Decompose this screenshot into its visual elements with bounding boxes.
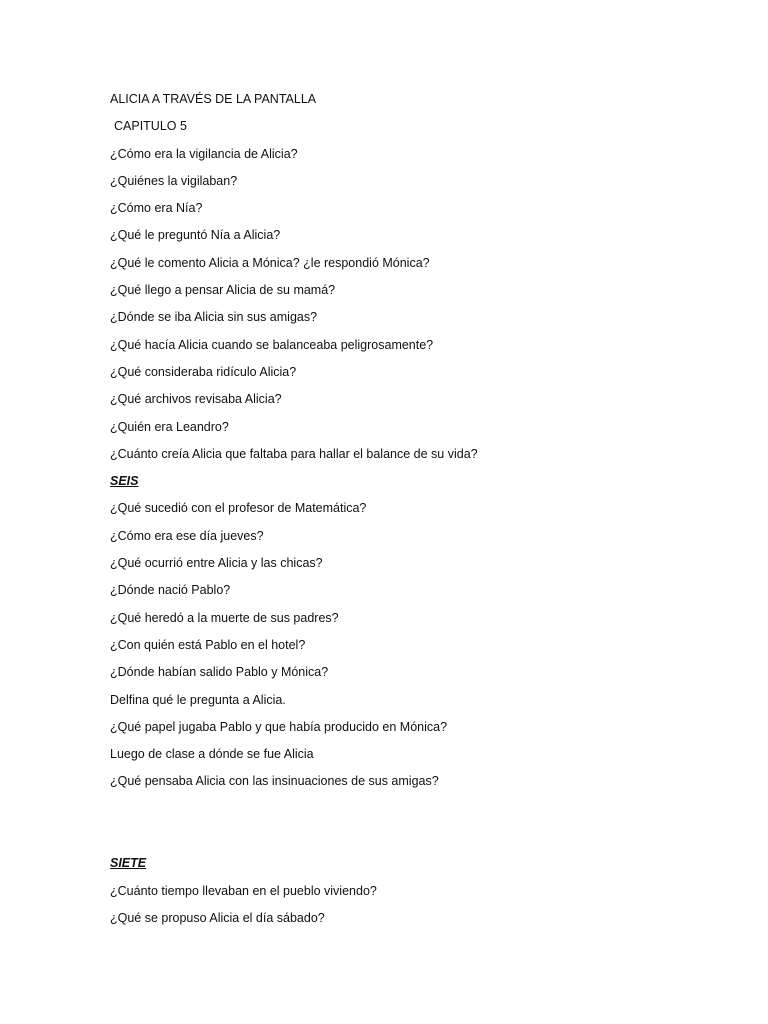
question-line: ¿Qué llego a pensar Alicia de su mamá? — [110, 283, 336, 298]
question-line: ¿Qué hacía Alicia cuando se balanceaba peligrosamente? — [110, 337, 434, 352]
question-line: ¿Dónde habían salido Pablo y Mónica? — [110, 665, 329, 680]
question-line: ¿Quién era Leandro? — [110, 419, 229, 434]
chapter-heading: CAPITULO 5 — [114, 119, 187, 134]
question-line: ¿Cómo era Nía? — [110, 201, 203, 216]
question-line: ¿Dónde se iba Alicia sin sus amigas? — [110, 310, 318, 325]
question-line: ¿Qué consideraba ridículo Alicia? — [110, 364, 297, 379]
section-six-question-list — [110, 495, 730, 795]
question-line: ¿Qué ocurrió entre Alicia y las chicas? — [110, 556, 323, 571]
question-line: ¿Qué le comento Alicia a Mónica? ¿le respondió Mónica? — [110, 255, 430, 270]
document-content — [110, 86, 730, 932]
question-line: ¿Qué le preguntó Nía a Alicia? — [110, 228, 281, 243]
section-heading-seven: SIETE — [110, 856, 147, 871]
question-line: ¿Qué heredó a la muerte de sus padres? — [110, 610, 339, 625]
chapter5-question-list — [110, 141, 730, 469]
question-line: ¿Qué papel jugaba Pablo y que había producido en Mónica? — [110, 719, 448, 734]
question-line: ¿Qué se propuso Alicia el día sábado? — [110, 910, 325, 925]
question-line: ¿Cómo era ese día jueves? — [110, 528, 264, 543]
question-line: ¿Quiénes la vigilaban? — [110, 173, 238, 188]
question-line: ¿Cuánto creía Alicia que faltaba para hallar el balance de su vida? — [110, 446, 478, 461]
document-title: ALICIA A TRAVÉS DE LA PANTALLA — [110, 92, 317, 106]
section-seven-question-list — [110, 878, 730, 933]
question-line: ¿Qué pensaba Alicia con las insinuaciones de sus amigas? — [110, 774, 439, 789]
question-line: ¿Qué sucedió con el profesor de Matemática? — [110, 501, 367, 516]
question-line: Delfina qué le pregunta a Alicia. — [110, 692, 286, 707]
question-line: ¿Cuánto tiempo llevaban en el pueblo viviendo? — [110, 883, 377, 898]
question-line: ¿Cómo era la vigilancia de Alicia? — [110, 146, 298, 161]
blank-space — [110, 796, 730, 851]
question-line: ¿Qué archivos revisaba Alicia? — [110, 392, 282, 407]
question-line: Luego de clase a dónde se fue Alicia — [110, 747, 314, 762]
question-line: ¿Con quién está Pablo en el hotel? — [110, 637, 306, 652]
section-heading-six: SEIS — [110, 474, 139, 489]
question-line: ¿Dónde nació Pablo? — [110, 583, 231, 598]
